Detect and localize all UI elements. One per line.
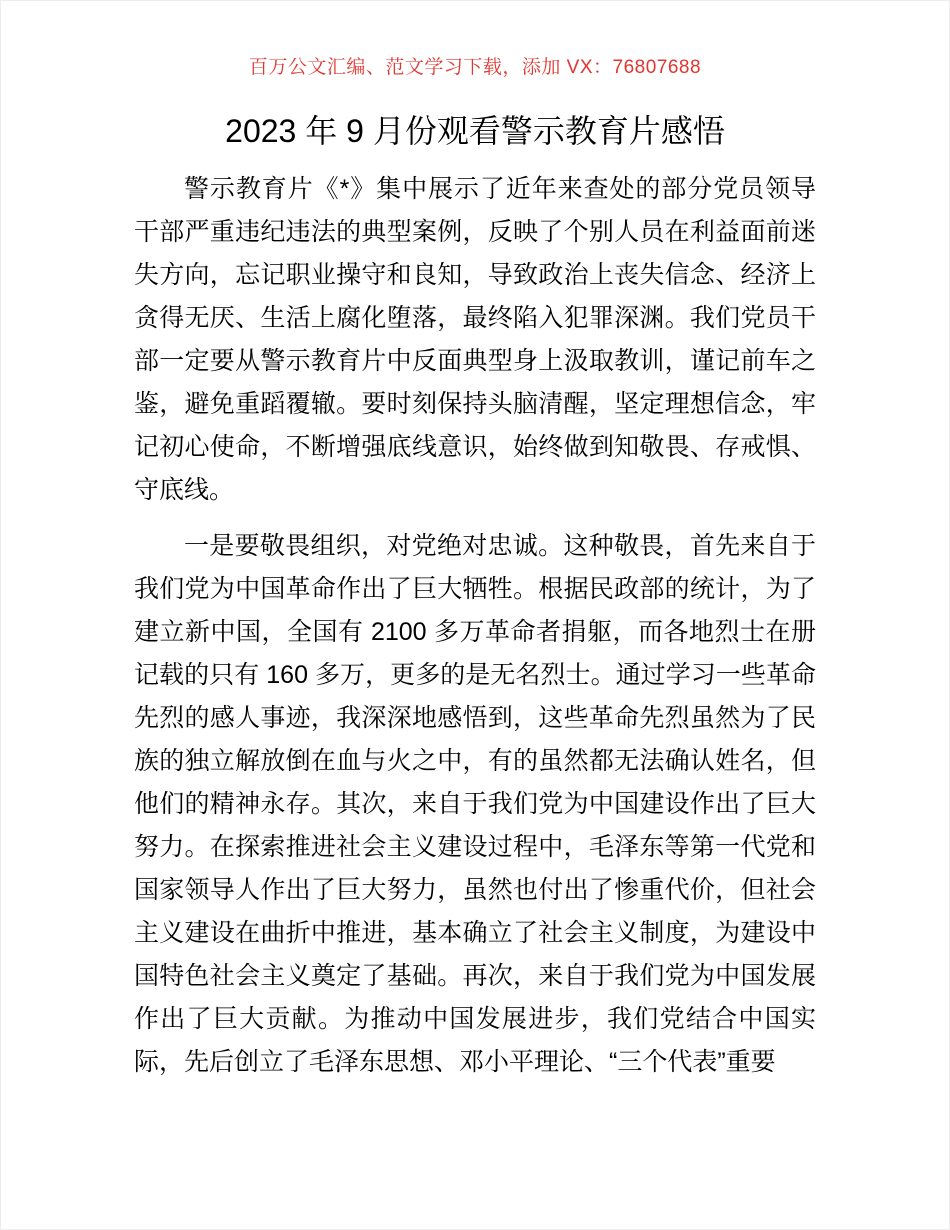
page-title: 2023 年 9 月份观看警示教育片感悟 [225,113,725,149]
paragraph-intro: 警示教育片《*》集中展示了近年来查处的部分党员领导干部严重违纪违法的典型案例，反映了个别人员在利益面前迷失方向，忘记职业操守和良知，导致政治上丧失信念、经济上贪得无厌、生活上腐化堕落，最终陷入犯罪深渊。我们党员干部一定要从警示教育片中反面典型身上汲取教训，谨记前车之鉴，避免重蹈覆辙。要时刻保持头脑清醒，坚定理想信念，牢记初心使命，不断增强底线意识，始终做到知敬畏、存戒惧、守底线。 [134,175,816,504]
document-body [134,168,816,1084]
header-promo-notice: 百万公文汇编、范文学习下载，添加 VX：76807688 [248,57,702,78]
paragraph-point-one: 一是要敬畏组织，对党绝对忠诚。这种敬畏，首先来自于我们党为中国革命作出了巨大牺牲。根据民政部的统计，为了建立新中国，全国有 2100 多万革命者捐躯，而各地烈士在册记载的只有 160 多万，更多的是无名烈士。通过学习一些革命先烈的感人事迹，我深深地感悟到，这些革命先烈虽然为了民族的独立解放倒在血与火之中，有的虽然都无法确认姓名，但他们的精神永存。其次，来自于我们党为中国建设作出了巨大努力。在探索推进社会主义建设过程中，毛泽东等第一代党和国家领导人作出了巨大努力，虽然也付出了惨重代价，但社会主义建设在曲折中推进，基本确立了社会主义制度，为建设中国特色社会主义奠定了基础。再次，来自于我们党为中国发展作出了巨大贡献。为推动中国发展进步，我们党结合中国实际，先后创立了毛泽东思想、邓小平理论、“三个代表”重要 [134,532,816,1076]
